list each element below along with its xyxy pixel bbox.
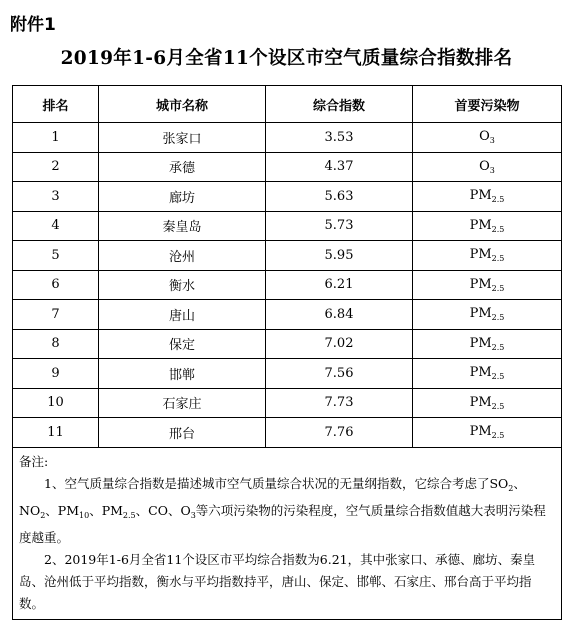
table-header-row <box>13 86 562 123</box>
index-cell: 3.53 <box>266 123 413 153</box>
pollutant-cell: $PM_{2.5}$ <box>413 418 562 448</box>
city-cell: 邯郸 <box>99 359 266 389</box>
rank-cell: 11 <box>13 418 99 448</box>
header-city-name: 城市名称 <box>99 86 266 123</box>
rank-cell: 3 <box>13 182 99 212</box>
pollutant-cell: $PM_{2.5}$ <box>413 270 562 300</box>
table-row <box>13 270 562 300</box>
city-cell: 沧州 <box>99 241 266 271</box>
rank-cell: 6 <box>13 270 99 300</box>
pollutant-cell: $PM_{2.5}$ <box>413 359 562 389</box>
notes-heading: 备注: <box>19 453 49 469</box>
index-cell: 7.56 <box>266 359 413 389</box>
header-primary-pollutant: 首要污染物 <box>413 86 562 123</box>
pollutant-cell: $PM_{2.5}$ <box>413 182 562 212</box>
attachment-label: 附件1 <box>10 15 56 35</box>
city-cell: 石家庄 <box>99 388 266 418</box>
header-rank: 排名 <box>13 86 99 123</box>
rank-cell: 5 <box>13 241 99 271</box>
pollutant-cell: $O_3$ <box>413 123 562 153</box>
city-cell: 秦皇岛 <box>99 211 266 241</box>
index-cell: 4.37 <box>266 152 413 182</box>
table-row <box>13 388 562 418</box>
table-row <box>13 211 562 241</box>
table-row <box>13 418 562 448</box>
table-row <box>13 359 562 389</box>
city-cell: 廊坊 <box>99 182 266 212</box>
note-1: 1、空气质量综合指数是描述城市空气质量综合状况的无量纲指数，它综合考虑了$SO_2$、$NO_2$、$PM_{10}$、$PM_{2.5}$、CO、$O_3$等六项污染物的污染程度，空气质量综合指数值越大表明污染程度越重。 <box>19 475 546 545</box>
rank-cell: 10 <box>13 388 99 418</box>
city-cell: 唐山 <box>99 300 266 330</box>
notes-cell <box>13 447 562 619</box>
table-row <box>13 152 562 182</box>
index-cell: 6.21 <box>266 270 413 300</box>
table-row <box>13 300 562 330</box>
table-row <box>13 241 562 271</box>
rank-cell: 4 <box>13 211 99 241</box>
header-composite-index: 综合指数 <box>266 86 413 123</box>
ranking-table <box>12 85 562 620</box>
rank-cell: 2 <box>13 152 99 182</box>
rank-cell: 9 <box>13 359 99 389</box>
pollutant-cell: $PM_{2.5}$ <box>413 388 562 418</box>
city-cell: 张家口 <box>99 123 266 153</box>
pollutant-cell: $PM_{2.5}$ <box>413 329 562 359</box>
pollutant-cell: $PM_{2.5}$ <box>413 211 562 241</box>
document-title: 2019年1-6月全省11个设区市空气质量综合指数排名 <box>60 48 513 69</box>
table-row <box>13 182 562 212</box>
index-cell: 7.76 <box>266 418 413 448</box>
index-cell: 6.84 <box>266 300 413 330</box>
pollutant-cell: $O_3$ <box>413 152 562 182</box>
city-cell: 保定 <box>99 329 266 359</box>
rank-cell: 1 <box>13 123 99 153</box>
index-cell: 7.02 <box>266 329 413 359</box>
index-cell: 5.73 <box>266 211 413 241</box>
note-2: 2、2019年1-6月全省11个设区市平均综合指数为6.21，其中张家口、承德、廊坊、秦皇岛、沧州低于平均指数，衡水与平均指数持平，唐山、保定、邯郸、石家庄、邢台高于平均指数。 <box>19 551 536 611</box>
notes-row <box>13 447 562 619</box>
index-cell: 7.73 <box>266 388 413 418</box>
index-cell: 5.95 <box>266 241 413 271</box>
city-cell: 衡水 <box>99 270 266 300</box>
pollutant-cell: $PM_{2.5}$ <box>413 241 562 271</box>
rank-cell: 7 <box>13 300 99 330</box>
rank-cell: 8 <box>13 329 99 359</box>
table-row <box>13 329 562 359</box>
city-cell: 邢台 <box>99 418 266 448</box>
city-cell: 承德 <box>99 152 266 182</box>
index-cell: 5.63 <box>266 182 413 212</box>
pollutant-cell: $PM_{2.5}$ <box>413 300 562 330</box>
table-row <box>13 123 562 153</box>
